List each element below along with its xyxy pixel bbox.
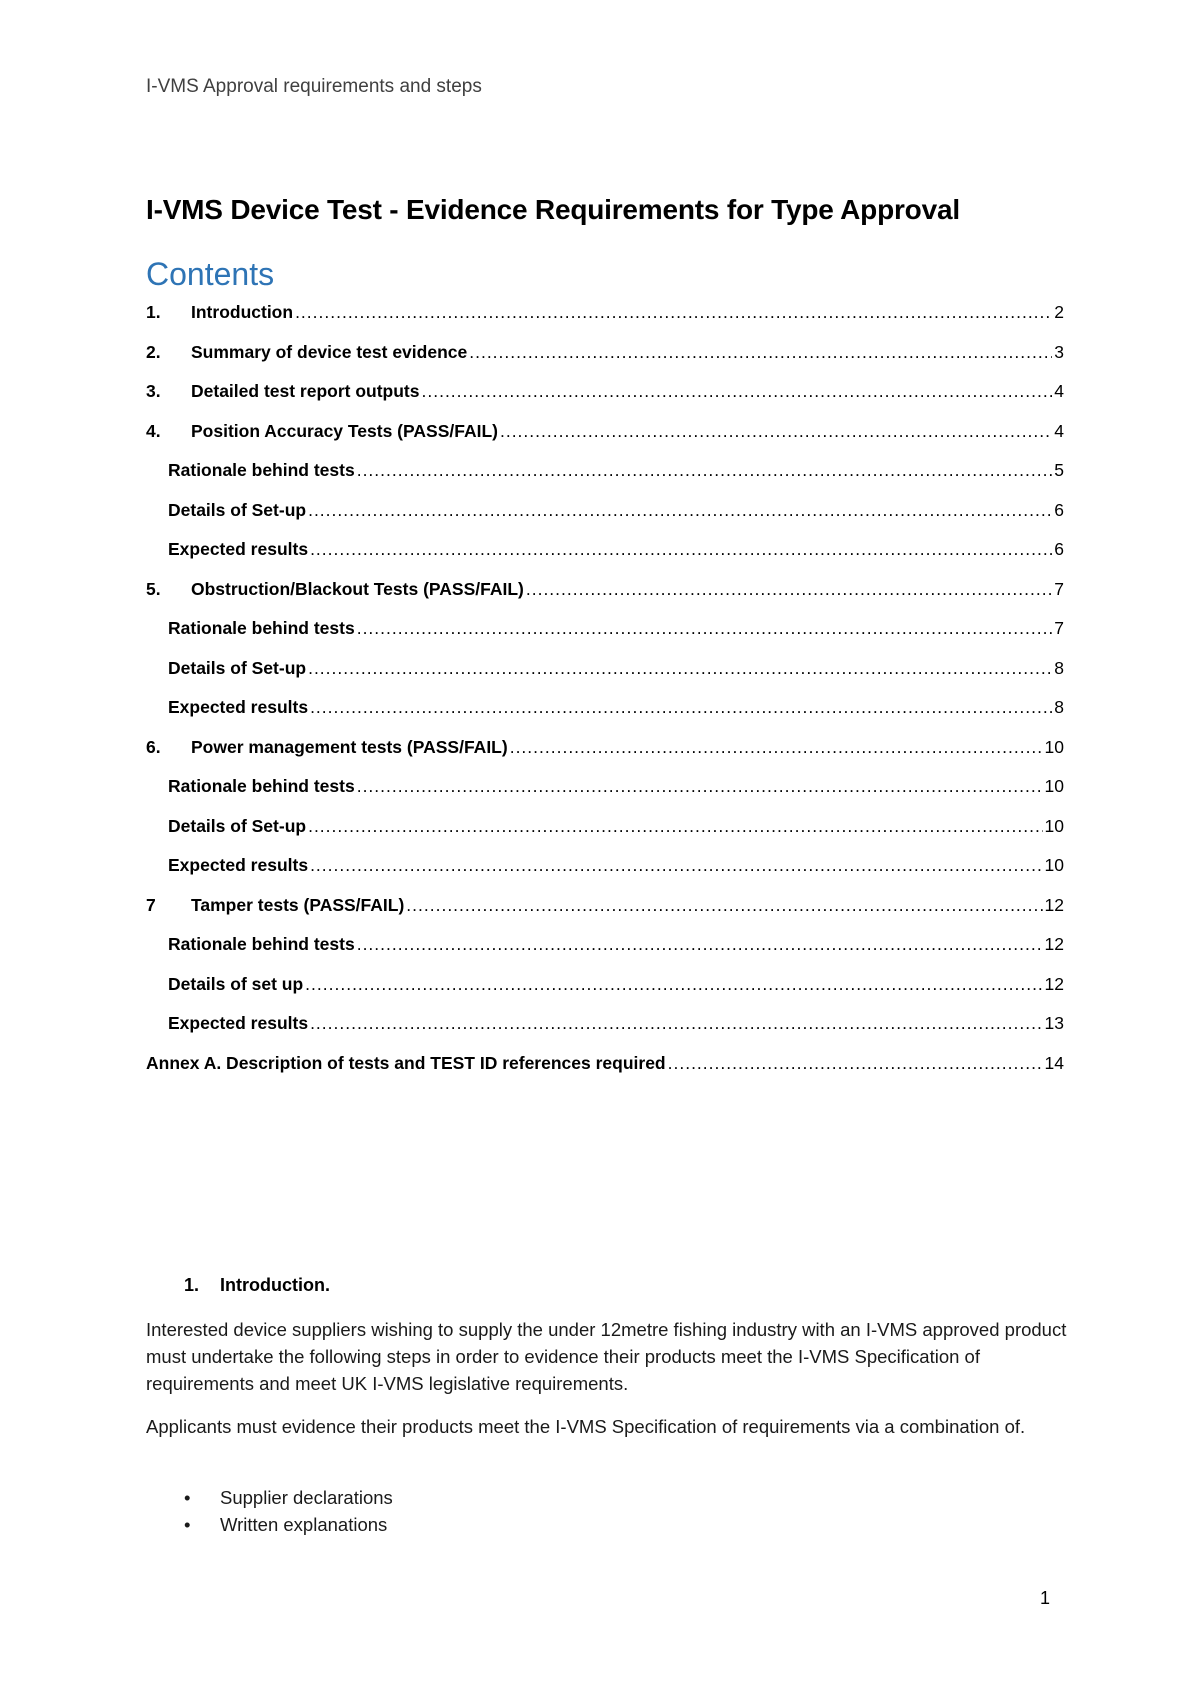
toc-entry[interactable] xyxy=(146,934,1064,974)
toc-entry-title: Annex A. Description of tests and TEST ID references required xyxy=(146,1052,666,1073)
toc-entry[interactable] xyxy=(146,1013,1064,1053)
toc-dot-leader xyxy=(526,579,1052,600)
toc-entry-page: 7 xyxy=(1054,618,1064,638)
bullet-icon: • xyxy=(184,1514,191,1535)
list-item xyxy=(184,1511,393,1538)
toc-dot-leader xyxy=(308,500,1052,521)
contents-heading: Contents xyxy=(146,256,275,292)
list-item-text: Supplier declarations xyxy=(220,1487,393,1508)
toc-dot-leader xyxy=(469,342,1052,363)
document-title: I-VMS Device Test - Evidence Requirements for Type Approval xyxy=(146,194,960,225)
toc-dot-leader xyxy=(305,974,1042,995)
toc-entry-number: 7 xyxy=(146,894,156,915)
toc-entry-page: 12 xyxy=(1044,894,1064,915)
page-number: 1 xyxy=(1040,1588,1051,1608)
toc-entry[interactable] xyxy=(146,697,1064,737)
toc-entry[interactable] xyxy=(146,421,1064,461)
toc-entry[interactable] xyxy=(146,302,1064,342)
introduction-heading xyxy=(184,1275,330,1296)
toc-entry-page: 10 xyxy=(1044,815,1064,836)
toc-entry-title: Details of Set-up xyxy=(168,657,307,678)
toc-dot-leader xyxy=(308,658,1052,679)
toc-entry[interactable] xyxy=(146,500,1064,540)
toc-dot-leader xyxy=(357,934,1043,955)
toc-entry-page: 4 xyxy=(1054,420,1064,441)
toc-entry[interactable] xyxy=(146,974,1064,1014)
toc-entry-title: Rationale behind tests xyxy=(168,934,355,954)
toc-dot-leader xyxy=(422,381,1053,402)
toc-entry[interactable] xyxy=(146,855,1064,895)
toc-dot-leader xyxy=(310,855,1042,876)
toc-entry-title: Details of Set-up xyxy=(168,499,307,520)
toc-entry-title: Details of Set-up xyxy=(168,815,307,836)
toc-entry-title: Expected results xyxy=(168,539,309,559)
toc-entry-title: Rationale behind tests xyxy=(168,618,355,638)
toc-entry[interactable] xyxy=(146,579,1064,619)
bullet-icon: • xyxy=(184,1487,191,1508)
toc-entry[interactable] xyxy=(146,816,1064,856)
toc-entry-page: 14 xyxy=(1044,1052,1064,1073)
toc-dot-leader xyxy=(406,895,1042,916)
toc-entry-page: 12 xyxy=(1044,934,1064,954)
toc-entry-page: 8 xyxy=(1054,657,1064,678)
section-title: Introduction. xyxy=(220,1275,330,1295)
list-item xyxy=(184,1484,393,1511)
toc-entry-page: 2 xyxy=(1054,302,1064,322)
toc-entry-title: Power management tests (PASS/FAIL) xyxy=(191,736,508,757)
toc-entry[interactable] xyxy=(146,776,1064,816)
toc-entry-title: Rationale behind tests xyxy=(168,776,355,796)
toc-dot-leader xyxy=(357,618,1053,639)
toc-entry-title: Summary of device test evidence xyxy=(191,341,468,362)
toc-entry-number: 5. xyxy=(146,578,161,599)
toc-dot-leader xyxy=(310,697,1052,718)
toc-entry-page: 5 xyxy=(1054,460,1064,480)
toc-entry-page: 10 xyxy=(1044,855,1064,875)
toc-entry-page: 6 xyxy=(1054,499,1064,520)
toc-entry-page: 8 xyxy=(1054,697,1064,717)
table-of-contents xyxy=(146,302,1064,1092)
evidence-bullet-list xyxy=(184,1484,393,1538)
toc-entry-title: Expected results xyxy=(168,697,309,717)
toc-entry[interactable] xyxy=(146,658,1064,698)
introduction-paragraph: Interested device suppliers wishing to supply the under 12metre fishing industry with an I-VMS approved product must undertake the following steps in order to evidence their products meet the I-VMS Specification of requirements and meet UK I-VMS legislative requirements. xyxy=(146,1319,1067,1394)
running-header: I-VMS Approval requirements and steps xyxy=(146,76,482,97)
toc-dot-leader xyxy=(357,460,1053,481)
toc-dot-leader xyxy=(308,816,1042,837)
toc-entry[interactable] xyxy=(146,1053,1064,1093)
toc-entry-title: Position Accuracy Tests (PASS/FAIL) xyxy=(191,420,498,441)
toc-dot-leader xyxy=(295,302,1052,323)
toc-entry-title: Expected results xyxy=(168,855,309,875)
toc-entry-number: 6. xyxy=(146,736,161,757)
toc-entry-page: 3 xyxy=(1054,341,1064,362)
toc-entry-page: 6 xyxy=(1054,539,1064,559)
toc-entry[interactable] xyxy=(146,381,1064,421)
toc-entry-page: 7 xyxy=(1054,578,1064,599)
toc-entry-title: Introduction xyxy=(191,302,294,322)
toc-dot-leader xyxy=(668,1053,1043,1074)
list-item-text: Written explanations xyxy=(220,1514,388,1535)
evidence-paragraph: Applicants must evidence their products meet the I-VMS Specification of requirements via a combination of. xyxy=(146,1416,1026,1437)
toc-dot-leader xyxy=(500,421,1052,442)
toc-dot-leader xyxy=(310,539,1052,560)
toc-entry[interactable] xyxy=(146,737,1064,777)
toc-entry-number: 3. xyxy=(146,381,161,401)
section-number: 1. xyxy=(184,1275,200,1295)
toc-dot-leader xyxy=(510,737,1043,758)
toc-entry[interactable] xyxy=(146,618,1064,658)
toc-entry-page: 10 xyxy=(1044,736,1064,757)
toc-dot-leader xyxy=(310,1013,1042,1034)
toc-entry[interactable] xyxy=(146,539,1064,579)
toc-entry-title: Details of set up xyxy=(168,973,304,994)
toc-entry-number: 4. xyxy=(146,420,161,441)
toc-entry[interactable] xyxy=(146,460,1064,500)
toc-entry-title: Tamper tests (PASS/FAIL) xyxy=(191,894,405,915)
toc-entry-title: Obstruction/Blackout Tests (PASS/FAIL) xyxy=(191,578,524,599)
toc-entry-page: 4 xyxy=(1054,381,1064,401)
toc-entry[interactable] xyxy=(146,342,1064,382)
toc-entry-title: Expected results xyxy=(168,1013,309,1033)
toc-entry-title: Rationale behind tests xyxy=(168,460,355,480)
toc-entry-number: 2. xyxy=(146,341,161,362)
toc-entry-number: 1. xyxy=(146,302,161,322)
toc-entry-page: 10 xyxy=(1044,776,1064,796)
toc-entry-title: Detailed test report outputs xyxy=(191,381,420,401)
toc-entry-page: 12 xyxy=(1044,973,1064,994)
toc-entry[interactable] xyxy=(146,895,1064,935)
toc-entry-page: 13 xyxy=(1044,1013,1064,1033)
toc-dot-leader xyxy=(357,776,1043,797)
